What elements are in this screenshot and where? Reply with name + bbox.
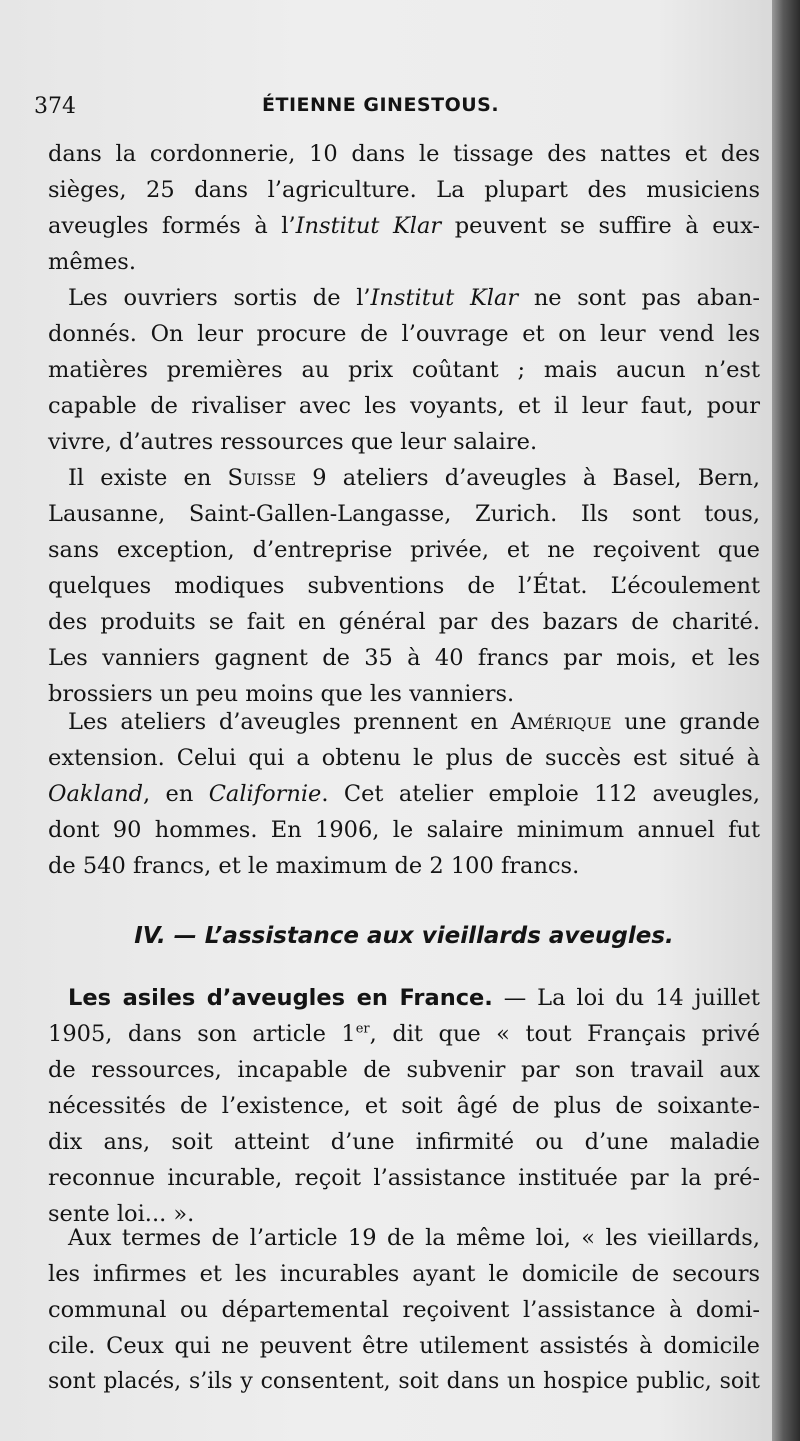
paragraph-amerique: [48, 704, 760, 884]
text-line: sièges, 25 dans l’agriculture. La plupart des musiciens: [48, 177, 760, 203]
text-line: de 540 francs, et le maximum de 2 100 francs.: [48, 853, 580, 879]
text-line: dont 90 hommes. En 1906, le salaire minimum annuel fut: [48, 817, 760, 843]
text-line: de ressources, incapable de subvenir par son travail aux: [48, 1057, 760, 1083]
text-line: cile. Ceux qui ne peuvent être utilement assistés à domicile: [48, 1333, 760, 1359]
text-line: sont placés, s’ils y consentent, soit dans un hospice public, soit: [48, 1369, 760, 1394]
text-line: Lausanne, Saint-Gallen-Langasse, Zurich. Ils sont tous,: [48, 501, 760, 527]
paragraph-article-19: [48, 1220, 760, 1400]
text-line: Les asiles d’aveugles en France. — La loi du 14 juillet: [68, 985, 760, 1011]
text-line: extension. Celui qui a obtenu le plus de succès est situé à: [48, 745, 760, 771]
paragraph-suisse: [48, 460, 760, 712]
text-line: donnés. On leur procure de l’ouvrage et on leur vend les: [48, 321, 760, 347]
text-line: Il existe en Suisse 9 ateliers d’aveugles à Basel, Bern,: [68, 465, 761, 491]
paragraph-cordonnerie: [48, 136, 760, 280]
text-line: matières premières au prix coûtant ; mais aucun n’est: [48, 357, 760, 383]
paragraph-ouvriers: [48, 280, 760, 460]
text-line: brossiers un peu moins que les vanniers.: [48, 681, 515, 707]
page-edge-shadow: [772, 0, 800, 1441]
text-line: dix ans, soit atteint d’une infirmité ou d’une maladie: [48, 1129, 760, 1155]
page-number: 374: [34, 94, 76, 119]
text-line: Les vanniers gagnent de 35 à 40 francs par mois, et les: [48, 645, 760, 671]
text-line: aveugles formés à l’Institut Klar peuvent se suffire à eux-: [48, 213, 760, 239]
section-heading: IV. — L’assistance aux vieillards aveugles.: [134, 923, 674, 949]
text-line: sente loi... ».: [48, 1201, 195, 1227]
text-line: quelques modiques subventions de l’État. L’écoulement: [48, 573, 760, 599]
text-line: mêmes.: [48, 249, 137, 275]
text-line: des produits se fait en général par des bazars de charité.: [48, 609, 760, 635]
text-line: nécessités de l’existence, et soit âgé de plus de soixante-: [48, 1093, 760, 1119]
paragraph-asiles: [48, 980, 760, 1232]
running-head: ÉTIENNE GINESTOUS.: [262, 94, 500, 116]
text-line: communal ou départemental reçoivent l’assistance à domi-: [48, 1297, 760, 1323]
text-line: dans la cordonnerie, 10 dans le tissage des nattes et des: [48, 141, 760, 167]
text-line: reconnue incurable, reçoit l’assistance instituée par la pré-: [48, 1165, 760, 1191]
text-line: sans exception, d’entreprise privée, et ne reçoivent que: [48, 537, 760, 563]
text-line: les infirmes et les incurables ayant le domicile de secours: [48, 1261, 760, 1287]
text-line: 1905, dans son article 1er, dit que « tout Français privé: [48, 1021, 761, 1047]
text-line: vivre, d’autres ressources que leur salaire.: [48, 429, 538, 455]
page-header: [34, 88, 734, 124]
text-line: capable de rivaliser avec les voyants, et il leur faut, pour: [48, 393, 760, 419]
text-line: Aux termes de l’article 19 de la même loi, « les vieillards,: [68, 1225, 760, 1251]
text-line: Les ouvriers sortis de l’Institut Klar ne sont pas aban-: [68, 285, 760, 311]
text-line: Oakland, en Californie. Cet atelier emploie 112 aveugles,: [48, 781, 760, 807]
text-line: Les ateliers d’aveugles prennent en Amérique une grande: [68, 709, 760, 735]
